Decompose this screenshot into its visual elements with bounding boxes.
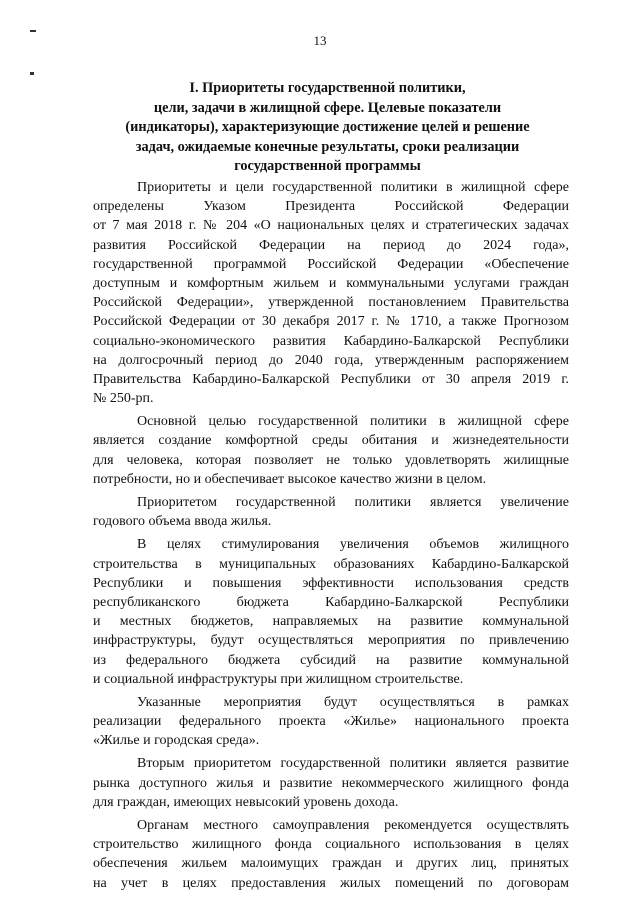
document-body: [93, 178, 569, 897]
paragraph: [93, 754, 569, 812]
text-line: Российской Федерации от 30 декабря 2017 г. № 1710, а также Прогнозом: [93, 314, 569, 330]
text-line: определены Указом Президента Российской Федерации: [93, 199, 569, 215]
page-number: 13: [313, 33, 327, 48]
section-heading: [90, 79, 565, 177]
text-line: рынка доступного жилья и развитие некоммерческого жилищного фонда: [93, 775, 569, 791]
text-line: из федерального бюджета субсидий на развитие коммунальной: [93, 652, 569, 668]
paragraph: [93, 693, 569, 751]
text-line: Указанные мероприятия будут осуществляться в рамках: [137, 694, 569, 710]
paragraph: [93, 493, 569, 531]
heading-line: I. Приоритеты государственной политики,: [189, 80, 466, 96]
text-line: Приоритетом государственной политики является увеличение: [137, 495, 569, 510]
text-line: на долгосрочный период до 2040 года, утвержденным распоряжением: [93, 352, 569, 368]
text-line: является создание комфортной среды обитания и жизнедеятельности: [93, 433, 569, 449]
text-line: Республики и повышения эффективности использования средств: [93, 575, 569, 591]
text-line: и социальной инфраструктуры при жилищном строительстве.: [93, 671, 464, 687]
text-line: строительство жилищного фонда социального использования в целях: [93, 837, 569, 853]
text-line: Вторым приоритетом государственной политики является развитие: [137, 756, 569, 772]
text-line: «Жилье и городская среда».: [93, 733, 260, 749]
paragraph: [93, 816, 569, 893]
text-line: на учет в целях предоставления жилых помещений по договорам: [93, 875, 569, 891]
text-line: потребности, но и обеспечивает высокое качество жизни в целом.: [93, 471, 487, 487]
text-line: от 7 мая 2018 г. № 204 «О национальных целях и стратегических задачах: [93, 218, 569, 234]
text-line: для граждан, имеющих невысокий уровень дохода.: [93, 794, 399, 810]
text-line: годового объема ввода жилья.: [93, 514, 272, 530]
text-line: Приоритеты и цели государственной политики в жилищной сфере: [137, 180, 569, 195]
text-line: Органам местного самоуправления рекомендуется осуществлять: [137, 818, 569, 833]
text-line: обеспечения жильем малоимущих граждан и других лиц, принятых: [93, 856, 569, 872]
paragraph: [93, 412, 569, 489]
text-line: Основной целью государственной политики в жилищной сфере: [137, 414, 569, 430]
text-line: развития Российской Федерации на период до 2024 года»,: [93, 237, 569, 253]
text-line: В целях стимулирования увеличения объемов жилищного: [137, 537, 569, 553]
text-line: республиканского бюджета Кабардино-Балкарской Республики: [93, 594, 569, 610]
heading-line: государственной программы: [234, 158, 421, 174]
heading-line: задач, ожидаемые конечные результаты, сроки реализации: [135, 138, 520, 155]
heading-line: цели, задачи в жилищной сфере. Целевые показатели: [153, 99, 502, 116]
text-line: для человека, которая позволяет не только удовлетворять жилищные: [93, 452, 569, 468]
scan-mark: [30, 72, 34, 75]
text-line: строительства в муниципальных образованиях Кабардино-Балкарской: [93, 556, 569, 572]
paragraph: [93, 178, 569, 408]
text-line: доступным и комфортным жильем и коммунальными услугами граждан: [93, 275, 569, 291]
text-line: инфраструктуры, будут осуществляться мероприятия по привлечению: [93, 633, 569, 649]
text-line: Российской Федерации», утвержденной постановлением Правительства: [93, 295, 569, 311]
text-line: реализации федерального проекта «Жилье» национального проекта: [93, 714, 569, 730]
scan-mark: [30, 30, 36, 32]
text-line: Правительства Кабардино-Балкарской Республики от 30 апреля 2019 г.: [93, 371, 569, 387]
text-line: № 250-рп.: [93, 391, 154, 407]
heading-line: (индикаторы), характеризующие достижение целей и решение: [125, 119, 530, 135]
text-line: социально-экономического развития Кабардино-Балкарской Республики: [93, 333, 569, 349]
text-line: государственной программой Российской Федерации «Обеспечение: [93, 256, 569, 272]
paragraph: [93, 535, 569, 689]
text-line: и местных бюджетов, направляемых на развитие коммунальной: [93, 614, 569, 630]
